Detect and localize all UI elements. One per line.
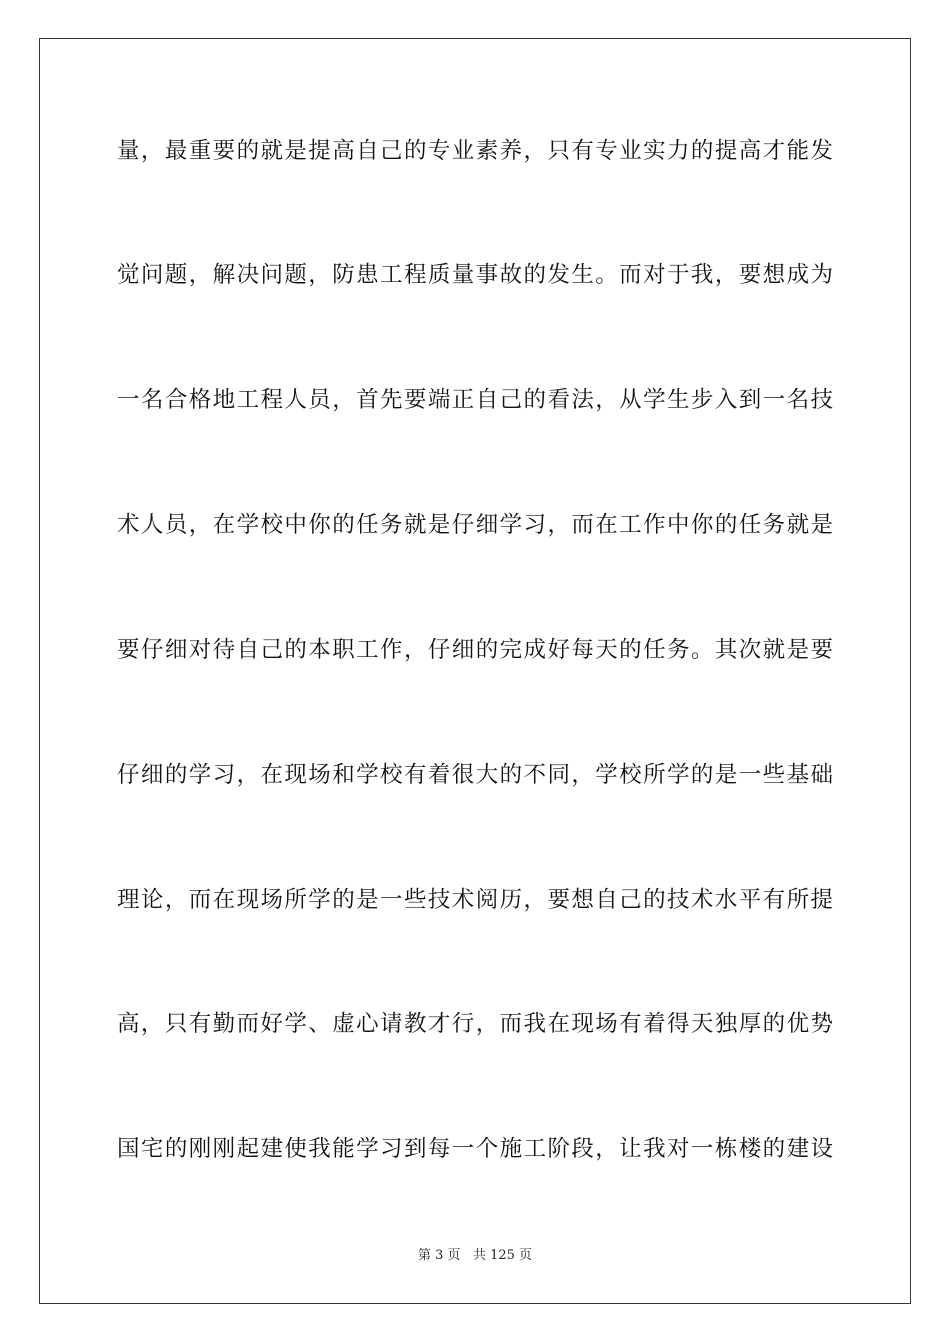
- text-line: 量，最重要的就是提高自己的专业素养，只有专业实力的提高才能发: [117, 138, 833, 164]
- text-line: 仔细的学习，在现场和学校有着很大的不同，学校所学的是一些基础: [117, 762, 833, 788]
- text-line: 理论，而在现场所学的是一些技术阅历，要想自己的技术水平有所提: [117, 887, 833, 913]
- page-border: [39, 38, 911, 1304]
- page-footer: [0, 1246, 950, 1266]
- text-line: 一名合格地工程人员，首先要端正自己的看法，从学生步入到一名技: [117, 387, 833, 413]
- text-line: 觉问题，解决问题，防患工程质量事故的发生。而对于我，要想成为: [117, 262, 833, 288]
- text-line: 国宅的刚刚起建使我能学习到每一个施工阶段，让我对一栋楼的建设: [117, 1136, 833, 1162]
- current-page-number: 第 3 页: [417, 1248, 461, 1263]
- text-line: 要仔细对待自己的本职工作，仔细的完成好每天的任务。其次就是要: [117, 637, 833, 663]
- text-line: 术人员，在学校中你的任务就是仔细学习，而在工作中你的任务就是: [117, 512, 833, 538]
- text-line: 高，只有勤而好学、虚心请教才行，而我在现场有着得天独厚的优势: [117, 1011, 833, 1037]
- total-pages: 共 125 页: [472, 1248, 533, 1263]
